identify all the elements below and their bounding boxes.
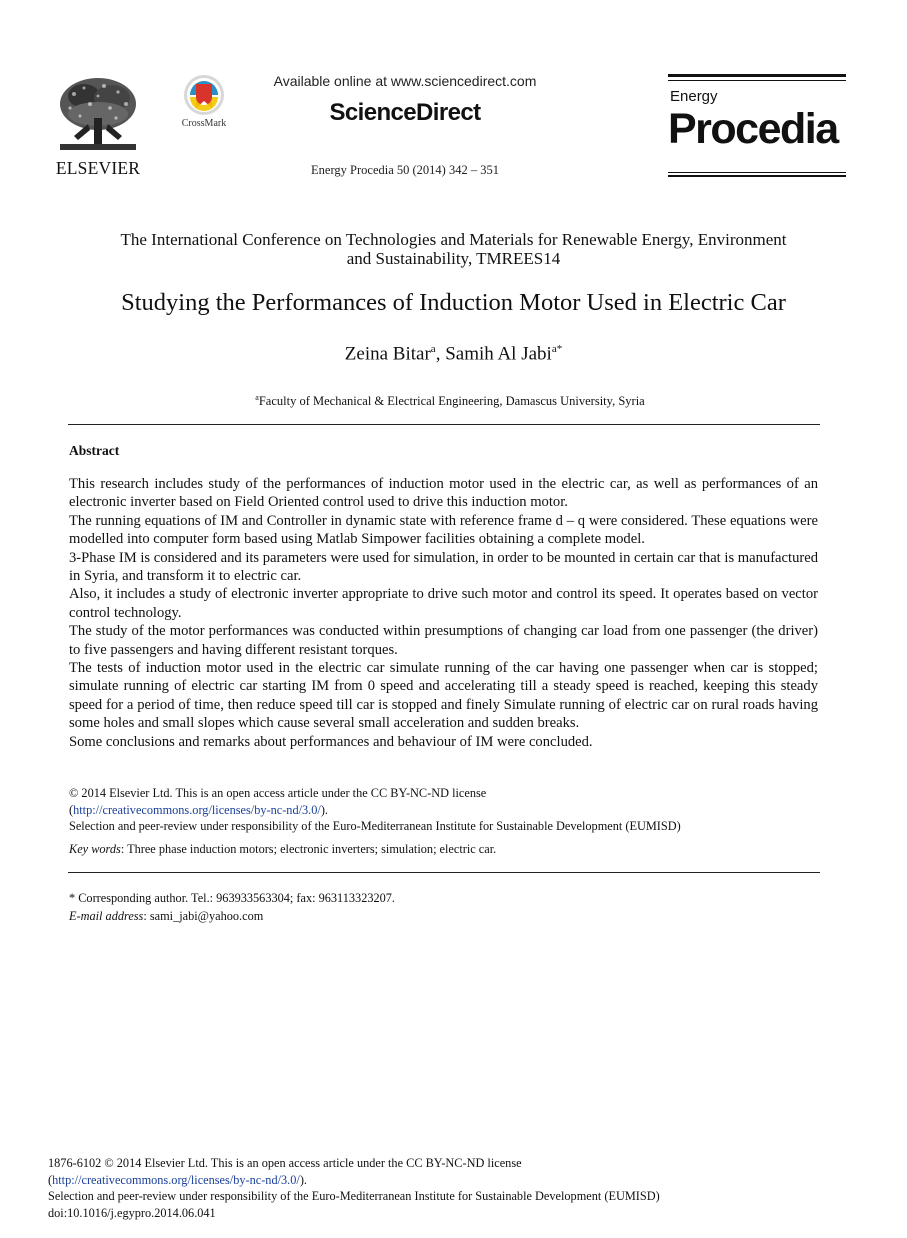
affiliation-text: Faculty of Mechanical & Electrical Engineering, Damascus University, Syria [258,394,645,409]
email-address[interactable]: sami_jabi@yahoo.com [149,908,264,923]
corresponding-author-line: * Corresponding author. Tel.: 963933563304; fax: 963113323207. [69,891,396,905]
footer-license-line: 1876-6102 © 2014 Elsevier Ltd. This is an open access article under the CC BY-NC-ND license [48,1156,522,1170]
paren-close: ). [320,802,328,817]
footer-doi[interactable]: doi:10.1016/j.egypro.2014.06.041 [48,1205,216,1220]
logo-rule [668,172,846,173]
abstract-body [69,475,818,751]
keywords [69,842,818,857]
correspondence-footnote [69,890,818,925]
footer-peer-review-line: Selection and peer-review under responsibility of the Euro-Mediterranean Institute for Sustainable Development (EUMISD) [48,1189,660,1203]
footer-license-link[interactable]: http://creativecommons.org/licenses/by-nc-nd/3.0/ [52,1172,300,1187]
paren-open: ( [48,1172,53,1187]
conference-line-2: and Sustainability, TMREES14 [346,249,561,268]
affiliation-mark: a [255,393,259,402]
elsevier-logo [50,74,146,178]
license-link-line [69,802,818,819]
author-separator: , [435,343,446,365]
sciencedirect-wordmark: ScienceDirect [329,99,481,126]
paren-open: ( [69,802,74,817]
license-notice [69,785,818,835]
abstract-paragraph: Some conclusions and remarks about performances and behaviour of IM were concluded. [69,733,593,750]
abstract-paragraph: The running equations of IM and Controller in dynamic state with reference frame d – q were considered. These equations were modelled into computer form based using Matlab Simpower facilities obtaining a complete model. [69,512,818,548]
author-name: Zeina Bitar [344,343,431,365]
keywords-text: Three phase induction motors; electronic inverters; simulation; electric car. [127,842,497,856]
abstract-paragraph: The study of the motor performances was conducted within presumptions of changing car load from one passenger (the driver) to five passengers and having different resistant torques. [69,623,818,658]
elsevier-tree-icon [54,74,142,156]
footer-link-line [48,1172,848,1189]
available-online-text[interactable]: Available online at www.sciencedirect.com [273,73,537,89]
author-name: Samih Al Jabi [445,343,552,365]
abstract-paragraph: The tests of induction motor used in the electric car simulate running of the car having one passenger when car is stopped; simulate running of electric car starting IM from 0 speed and accelerating till a steady speed is reached, keeping this steady speed for a period of time, then reduce speed till car is stopped and finely Simulate running of electric car on rural roads having some holes and small slopes which cause several small acceleration and sudden breaks. [69,660,818,732]
license-link[interactable]: http://creativecommons.org/licenses/by-nc-nd/3.0/ [73,802,321,817]
abstract-paragraph: Also, it includes a study of electronic inverter appropriate to drive such motor and control its speed. It operates based on vector control technology. [69,586,818,621]
paren-close: ). [299,1172,307,1187]
journal-logo-small: Energy [670,88,718,105]
journal-logo-big: Procedia [668,105,838,153]
logo-rule [668,175,846,177]
author-affiliation-mark: a [430,343,436,355]
conference-line-1: The International Conference on Technologies and Materials for Renewable Energy, Environment [120,230,787,249]
license-line: © 2014 Elsevier Ltd. This is an open access article under the CC BY-NC-ND license [69,786,487,800]
peer-review-line: Selection and peer-review under responsibility of the Euro-Mediterranean Institute for Sustainable Development (EUMISD) [69,819,681,833]
section-divider [68,872,820,873]
logo-rule [668,80,846,81]
abstract-paragraph: 3-Phase IM is considered and its parameters were used for simulation, in order to be mounted in certain car that is manufactured in Syria, and transform it to electric car. [69,549,818,585]
logo-rule [668,74,846,77]
email-line [69,908,818,926]
email-label: E-mail address [69,908,144,923]
email-colon: : [143,908,150,923]
abstract-paragraph: This research includes study of the performances of induction motor used in the electric car, as well as performances of an electronic inverter based on Field Oriented control used to drive this induction motor. [69,476,818,511]
page-footer [48,1155,848,1221]
elsevier-wordmark: ELSEVIER [55,158,141,178]
author-list [200,343,707,365]
energy-procedia-logo [668,74,848,178]
crossmark-label: CrossMark [181,118,227,129]
section-divider [68,424,820,425]
author-affiliation-mark: a* [551,343,563,355]
conference-name [40,230,867,268]
affiliation [150,393,750,409]
paper-title: Studying the Performances of Induction Motor Used in Electric Car [121,289,786,316]
keywords-label: Key words [69,842,121,856]
journal-citation: Energy Procedia 50 (2014) 342 – 351 [311,163,499,177]
abstract-heading: Abstract [69,443,120,458]
keywords-colon: : [120,842,128,856]
